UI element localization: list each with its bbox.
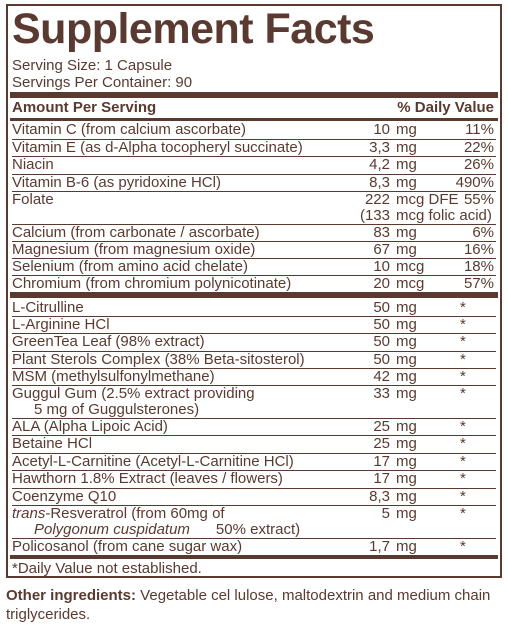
nutrient-amount: 10 bbox=[373, 258, 390, 275]
guggul-row bbox=[12, 386, 498, 418]
nutrient-amount: 20 bbox=[373, 275, 390, 292]
nutrient-name: L-Arginine HCl bbox=[12, 316, 110, 334]
nutrient-amount: 83 bbox=[373, 224, 390, 241]
supplement-facts-panel bbox=[6, 4, 502, 578]
nutrient-unit: mg bbox=[396, 452, 417, 470]
nutrient-name: Calcium (from carbonate / ascorbate) bbox=[12, 224, 260, 241]
nutrient-dv: 55% bbox=[463, 191, 494, 208]
nutrient-name: Hawthorn 1.8% Extract (leaves / flowers) bbox=[12, 470, 283, 488]
nutrient-amount: 50 bbox=[373, 333, 390, 351]
nutrient-name: Vitamin E (as d-Alpha tocopheryl succinate) bbox=[12, 138, 303, 156]
nutrient-dv: * bbox=[460, 316, 466, 334]
nutrient-dv: * bbox=[460, 538, 466, 555]
extract-note: 50% extract) bbox=[215, 521, 301, 538]
nutrient-dv: * bbox=[460, 452, 466, 470]
thick-divider bbox=[10, 92, 498, 98]
nutrient-dv: 16% bbox=[463, 241, 494, 258]
nutrient-row bbox=[12, 175, 498, 191]
nutrient-row bbox=[12, 489, 498, 505]
nutrient-amount: 33 bbox=[373, 385, 390, 402]
nutrient-name: Vitamin B-6 (as pyridoxine HCl) bbox=[12, 173, 221, 191]
nutrient-name: Chromium (from chromium polynicotinate) bbox=[12, 275, 292, 292]
nutrient-row bbox=[12, 454, 498, 470]
nutrient-row bbox=[12, 352, 498, 368]
nutrient-row bbox=[12, 317, 498, 333]
nutrient-name: ALA (Alpha Lipoic Acid) bbox=[12, 418, 168, 435]
thick-divider bbox=[10, 292, 498, 298]
nutrient-amount: 3,3 bbox=[369, 138, 390, 156]
nutrient-name: Magnesium (from magnesium oxide) bbox=[12, 241, 256, 258]
nutrient-dv: * bbox=[460, 487, 466, 505]
nutrient-name: MSM (methylsulfonylmethane) bbox=[12, 367, 215, 385]
nutrient-unit: mg bbox=[396, 350, 417, 368]
nutrient-unit: mg bbox=[396, 385, 417, 402]
nutrient-row bbox=[12, 140, 498, 156]
nutrient-dv: 6% bbox=[472, 224, 494, 241]
nutrient-row bbox=[12, 242, 498, 258]
nutrient-unit: mg bbox=[396, 487, 417, 505]
nutrient-unit: mg bbox=[396, 241, 417, 258]
nutrient-row bbox=[12, 436, 498, 452]
nutrient-dv: * bbox=[460, 418, 466, 435]
resveratrol-row bbox=[12, 506, 498, 538]
nutrient-amount: 10 bbox=[373, 121, 390, 138]
nutrient-dv: * bbox=[460, 385, 466, 402]
thick-divider bbox=[10, 555, 498, 559]
nutrient-dv: * bbox=[460, 333, 466, 351]
nutrient-row bbox=[12, 276, 498, 292]
nutrient-name: Policosanol (from cane sugar wax) bbox=[12, 538, 243, 555]
nutrient-amount: 1,7 bbox=[369, 538, 390, 555]
nutrient-unit: mg bbox=[396, 333, 417, 351]
nutrient-unit: mg bbox=[396, 538, 417, 555]
nutrient-unit: mg bbox=[396, 367, 417, 385]
nutrient-row bbox=[12, 157, 498, 173]
nutrient-row bbox=[12, 334, 498, 350]
nutrient-dv: 18% bbox=[463, 258, 494, 275]
footnote: *Daily Value not established. bbox=[12, 560, 202, 577]
servings-per-container: Servings Per Container: 90 bbox=[12, 74, 193, 91]
folate-row bbox=[12, 192, 498, 224]
nutrient-amount: 50 bbox=[373, 299, 390, 316]
nutrient-row bbox=[12, 471, 498, 487]
nutrient-dv: 26% bbox=[463, 156, 494, 173]
nutrient-name: GreenTea Leaf (98% extract) bbox=[12, 333, 205, 351]
species-name: Polygonum cuspidatum bbox=[34, 521, 190, 538]
serving-size: Serving Size: 1 Capsule bbox=[12, 57, 173, 74]
nutrient-unit: mg bbox=[396, 173, 417, 191]
other-ingredients-label: Other ingredients: bbox=[6, 587, 137, 604]
nutrient-row bbox=[12, 419, 498, 435]
nutrient-amount: 8,3 bbox=[369, 173, 390, 191]
nutrient-amount: 8,3 bbox=[369, 487, 390, 505]
folate-folic-unit: mcg folic acid) bbox=[396, 207, 492, 224]
nutrient-name: -Resveratrol (from 60mg of bbox=[45, 505, 225, 522]
folate-folic-amount: (133 bbox=[359, 207, 390, 224]
nutrient-amount: 25 bbox=[373, 435, 390, 453]
other-ingredients bbox=[6, 586, 502, 624]
nutrient-name: Vitamin C (from calcium ascorbate) bbox=[12, 121, 246, 138]
nutrient-amount: 50 bbox=[373, 316, 390, 334]
nutrient-name: Acetyl-L-Carnitine (Acetyl-L-Carnitine HCl) bbox=[12, 452, 294, 470]
nutrient-unit: mg bbox=[396, 505, 417, 522]
nutrient-dv: * bbox=[460, 470, 466, 488]
nutrient-unit: mg bbox=[396, 316, 417, 334]
nutrient-name: L-Citrulline bbox=[12, 299, 84, 316]
nutrient-row bbox=[12, 300, 498, 316]
nutrient-name: Plant Sterols Complex (38% Beta-sitosterol) bbox=[12, 350, 305, 368]
panel-title: Supplement Facts bbox=[12, 5, 375, 53]
nutrient-unit: mcg bbox=[396, 275, 425, 292]
amount-per-serving-header: Amount Per Serving bbox=[12, 99, 157, 116]
nutrient-row bbox=[12, 369, 498, 385]
nutrient-unit: mg bbox=[396, 224, 417, 241]
nutrient-dv: * bbox=[460, 505, 466, 522]
nutrient-dv: 22% bbox=[463, 138, 494, 156]
policosanol-row bbox=[12, 539, 498, 555]
nutrient-dv: 11% bbox=[465, 121, 494, 138]
nutrient-dv: * bbox=[460, 350, 466, 368]
nutrient-amount: 25 bbox=[373, 418, 390, 435]
nutrient-row bbox=[12, 259, 498, 275]
nutrient-unit: mg bbox=[396, 138, 417, 156]
nutrient-name: Selenium (from amino acid chelate) bbox=[12, 258, 248, 275]
nutrient-unit: mg bbox=[396, 156, 417, 173]
nutrient-name-prefix: trans bbox=[12, 505, 46, 522]
nutrient-dv: * bbox=[460, 367, 466, 385]
other-ingredients-text: Vegetable cel lulose, maltodextrin and medium chain triglycerides. bbox=[6, 587, 491, 623]
nutrient-row bbox=[12, 122, 498, 138]
nutrient-name-line2: 5 mg of Guggulsterones) bbox=[34, 401, 200, 418]
nutrient-unit: mcg bbox=[396, 258, 425, 275]
nutrient-dv: * bbox=[460, 435, 466, 453]
nutrient-unit: mg bbox=[396, 435, 417, 453]
nutrient-amount: 42 bbox=[373, 367, 390, 385]
nutrient-amount: 5 bbox=[381, 505, 390, 522]
nutrient-name: Niacin bbox=[12, 156, 54, 173]
daily-value-header: % Daily Value bbox=[397, 99, 494, 116]
nutrient-name: Betaine HCl bbox=[12, 435, 93, 453]
nutrient-name: Guggul Gum (2.5% extract providing bbox=[12, 385, 255, 402]
nutrient-row bbox=[12, 225, 498, 241]
nutrient-unit: mg bbox=[396, 418, 417, 435]
nutrient-dv: 490% bbox=[455, 173, 494, 191]
nutrient-unit: mg bbox=[396, 470, 417, 488]
nutrient-name: Folate bbox=[12, 191, 54, 208]
nutrient-amount: 50 bbox=[373, 350, 390, 368]
nutrient-unit: mcg DFE bbox=[396, 191, 459, 208]
nutrient-unit: mg bbox=[396, 299, 417, 316]
nutrient-amount: 222 bbox=[364, 191, 390, 208]
nutrient-amount: 17 bbox=[373, 470, 390, 488]
nutrient-dv: 57% bbox=[463, 275, 494, 292]
nutrient-amount: 67 bbox=[373, 241, 390, 258]
nutrient-amount: 17 bbox=[373, 452, 390, 470]
nutrient-name: Coenzyme Q10 bbox=[12, 487, 117, 505]
nutrient-dv: * bbox=[460, 299, 466, 316]
nutrient-unit: mg bbox=[396, 121, 417, 138]
nutrient-amount: 4,2 bbox=[369, 156, 390, 173]
